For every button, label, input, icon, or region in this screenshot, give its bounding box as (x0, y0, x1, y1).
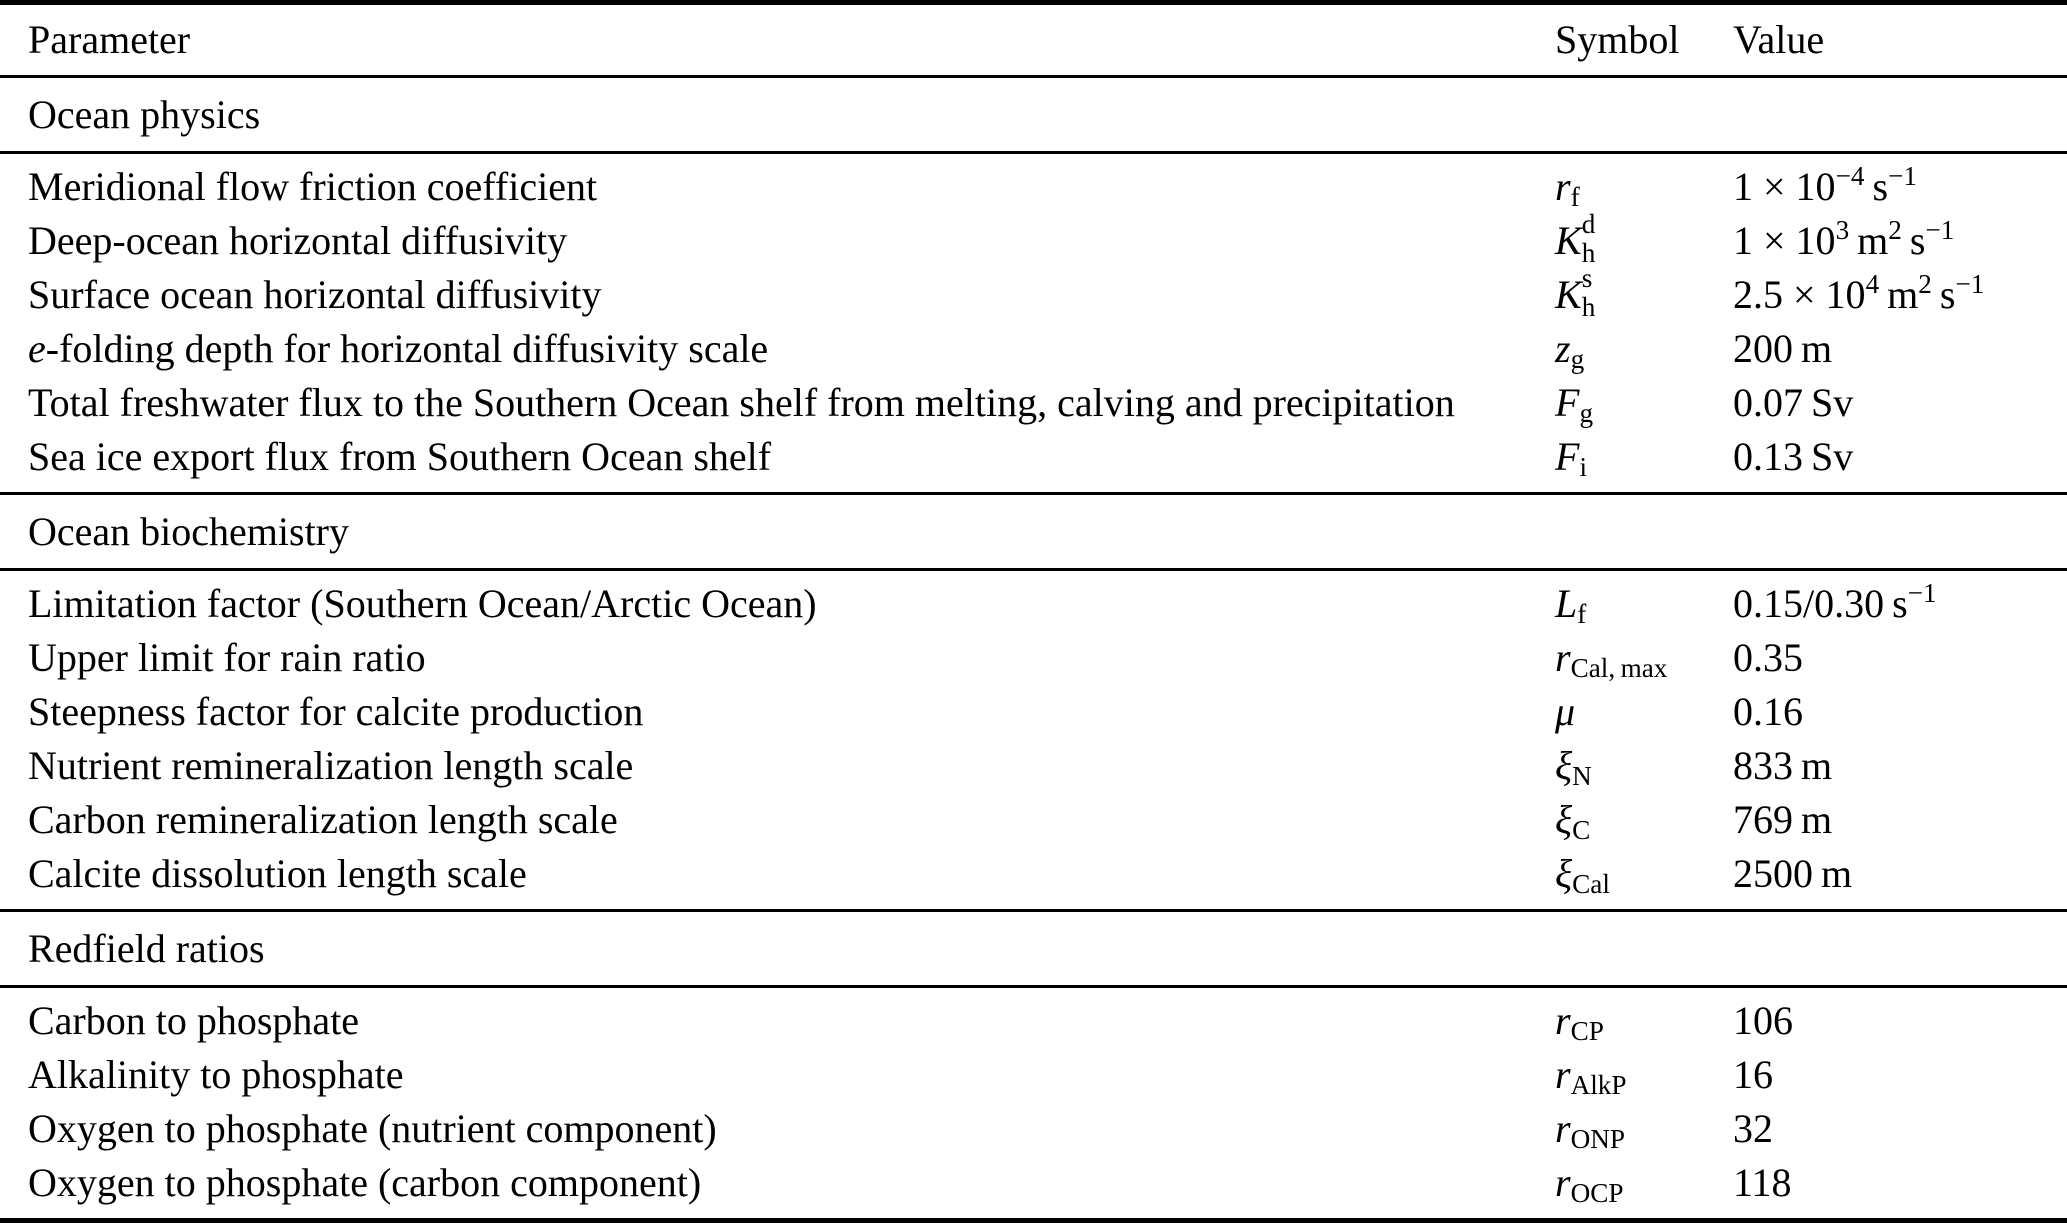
column-header-symbol: Symbol (1555, 17, 1680, 62)
table-row (0, 262, 2067, 323)
symbol-cell: $r_{AlkP}$ (1555, 1052, 1627, 1100)
symbol-cell: μ (1555, 689, 1576, 734)
parameter-cell: Alkalinity to phosphate (28, 1052, 404, 1097)
table-row (0, 430, 2067, 484)
symbol-cell: $F_i$ (1555, 434, 1587, 482)
symbol-cell: $r_{OCP}$ (1555, 1160, 1624, 1208)
value-cell: 200 m (1733, 326, 1833, 371)
parameter-cell: Oxygen to phosphate (nutrient component) (28, 1106, 717, 1151)
symbol-cell: $\xi_N$ (1555, 743, 1592, 791)
symbol-cell: $\xi_{Cal}$ (1555, 851, 1610, 899)
table-row (0, 1048, 2067, 1102)
value-cell: 769 m (1733, 797, 1833, 842)
symbol-cell: $L_f$ (1555, 581, 1587, 629)
value-cell: 0.16 (1733, 689, 1803, 734)
table-row (0, 1102, 2067, 1156)
table-row (0, 631, 2067, 685)
section-title-redfield-ratios: Redfield ratios (0, 912, 2067, 988)
parameter-cell: Oxygen to phosphate (carbon component) (28, 1160, 702, 1205)
table-row (0, 793, 2067, 847)
symbol-cell: $z_g$ (1555, 326, 1585, 374)
section-title-ocean-physics: Ocean physics (0, 78, 2067, 154)
symbol-cell: $r_{ONP}$ (1555, 1106, 1625, 1154)
table-row (0, 847, 2067, 901)
symbol-cell: K d h (1555, 208, 1596, 269)
value-cell: 0.15/0.30 $s^{-1}$ (1733, 578, 1937, 626)
symbol-cell: $r_f$ (1555, 164, 1580, 212)
table-row (0, 577, 2067, 631)
parameter-cell: e-folding depth for horizontal diffusivity scale (28, 326, 769, 371)
parameter-cell: Steepness factor for calcite production (28, 689, 644, 734)
value-cell: 106 (1733, 998, 1793, 1043)
symbol-cell: $F_g$ (1555, 380, 1594, 428)
value-cell: 833 m (1733, 743, 1833, 788)
symbol-cell: $r_{CP}$ (1555, 998, 1604, 1046)
table-row (0, 322, 2067, 376)
symbol-cell: K s h (1555, 262, 1596, 323)
parameter-cell: Limitation factor (Southern Ocean/Arctic Ocean) (28, 581, 817, 626)
table-row (0, 208, 2067, 269)
table-row (0, 739, 2067, 793)
table-row (0, 685, 2067, 739)
parameter-cell: Calcite dissolution length scale (28, 851, 527, 896)
value-cell: 0.07 Sv (1733, 380, 1854, 425)
parameter-cell: Upper limit for rain ratio (28, 635, 426, 680)
section-title-ocean-biochemistry: Ocean biochemistry (0, 495, 2067, 571)
symbol-cell: $\xi_C$ (1555, 797, 1591, 845)
table-row (0, 376, 2067, 430)
value-cell: $2.5 \times 10^4$ $m^2$ $s^{-1}$ (1733, 269, 1985, 317)
section-rows-ocean-physics (0, 154, 2067, 495)
value-cell: $1 \times 10^{-4}$ $s^{-1}$ (1733, 161, 1918, 209)
value-cell: $1 \times 10^3$ $m^2$ $s^{-1}$ (1733, 215, 1955, 263)
parameter-cell: Meridional flow friction coefficient (28, 164, 598, 209)
value-cell: 118 (1733, 1160, 1792, 1205)
column-header-value: Value (1733, 17, 1825, 62)
parameter-cell: Sea ice export flux from Southern Ocean shelf (28, 434, 772, 479)
parameter-cell: Total freshwater flux to the Southern Ocean shelf from melting, calving and precipitation (28, 380, 1455, 425)
table-row (0, 994, 2067, 1048)
section-rows-ocean-biochemistry (0, 571, 2067, 912)
value-cell: 32 (1733, 1106, 1773, 1151)
parameter-cell: Surface ocean horizontal diffusivity (28, 272, 602, 317)
section-rows-redfield-ratios (0, 988, 2067, 1218)
table-row (0, 160, 2067, 214)
table-header-row (0, 5, 2067, 78)
symbol-cell: $r_{Cal, max}$ (1555, 635, 1668, 683)
column-header-parameter: Parameter (28, 17, 191, 62)
parameter-cell: Carbon remineralization length scale (28, 797, 618, 842)
value-cell: 0.13 Sv (1733, 434, 1854, 479)
parameter-cell: Carbon to phosphate (28, 998, 360, 1043)
parameter-cell: Nutrient remineralization length scale (28, 743, 634, 788)
parameter-cell: Deep-ocean horizontal diffusivity (28, 218, 568, 263)
value-cell: 0.35 (1733, 635, 1803, 680)
value-cell: 2500 m (1733, 851, 1853, 896)
value-cell: 16 (1733, 1052, 1773, 1097)
table-row (0, 1156, 2067, 1210)
